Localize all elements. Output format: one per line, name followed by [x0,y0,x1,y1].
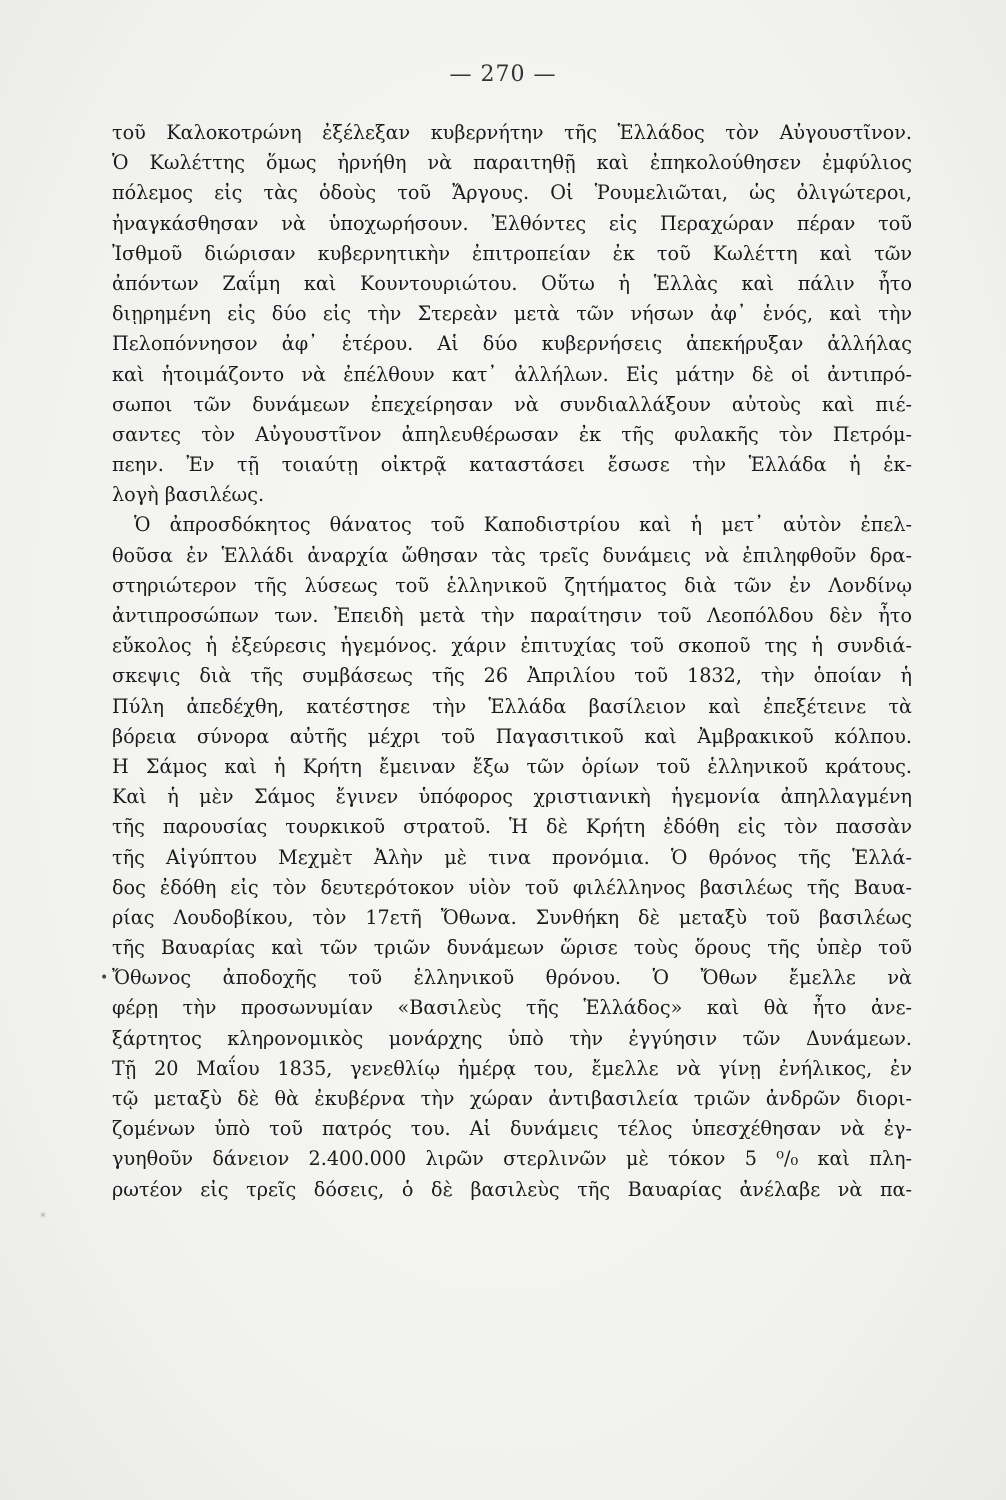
body-text [112,118,912,1205]
text-line: σαντες τὸν Αὐγουστῖνον ἀπηλευθέρωσαν ἐκ τῆς φυλακῆς τὸν Πετρόμ- [112,422,912,446]
text-line: ζομένων ὑπὸ τοῦ πατρός του. Αἱ δυνάμεις τέλος ὑπεσχέθησαν νὰ ἐγ- [112,1117,912,1141]
text-line: Ὄθωνος ἀποδοχῆς τοῦ ἑλληνικοῦ θρόνου. Ὁ Ὄθων ἔμελλε νὰ [112,966,912,990]
paragraph-start-line: Ὁ ἀπροσδόκητος θάνατος τοῦ Καποδιστρίου καὶ ἡ μετ᾽ αὐτὸν ἐπελ- [134,513,912,537]
text-line: ρωτέον εἰς τρεῖς δόσεις, ὁ δὲ βασιλεὺς τῆς Βαυαρίας ἀνέλαβε νὰ πα- [112,1177,912,1201]
text-line: ρίας Λουδοβίκου, τὸν 17ετῆ Ὄθωνα. Συνθήκη δὲ μεταξὺ τοῦ βασιλέως [112,905,912,929]
text-line: διῃρημένη εἰς δύο εἰς τὴν Στερεὰν μετὰ τῶν νήσων ἀφ᾽ ἑνός, καὶ τὴν [112,302,912,326]
text-line: ἀντιπροσώπων των. Ἐπειδὴ μετὰ τὴν παραίτησιν τοῦ Λεοπόλδου δὲν ἦτο [112,604,912,627]
text-line: τῆς παρουσίας τουρκικοῦ στρατοῦ. Ἡ δὲ Κρήτη ἐδόθη εἰς τὸν πασσὰν [112,815,912,839]
page-number: — 270 — [449,62,557,87]
text-line: ἀπόντων Ζαΐμη καὶ Κουντουριώτου. Οὕτω ἡ Ἑλλὰς καὶ πάλιν ἦτο [112,271,912,295]
text-line: γυηθοῦν δάνειον 2.400.000 λιρῶν στερλινῶν μὲ τόκον 5 ⁰/₀ καὶ πλη- [112,1147,912,1171]
text-line: τῆς Βαυαρίας καὶ τῶν τριῶν δυνάμεων ὥρισε τοὺς ὅρους τῆς ὑπὲρ τοῦ [112,936,912,960]
text-line: βόρεια σύνορα αὐτῆς μέχρι τοῦ Παγασιτικοῦ καὶ Ἀμβρακικοῦ κόλπου. [112,724,912,748]
margin-dot-mark: • [100,970,109,986]
text-line: Πύλη ἀπεδέχθη, κατέστησε τὴν Ἑλλάδα βασίλειον καὶ ἐπεξέτεινε τὰ [112,694,912,718]
text-line: τῆς Αἰγύπτου Μεχμὲτ Ἀλὴν μὲ τινα προνόμια. Ὁ θρόνος τῆς Ἑλλά- [112,845,912,869]
text-line: πόλεμος εἰς τὰς ὁδοὺς τοῦ Ἄργους. Οἱ Ῥουμελιῶται, ὡς ὀλιγώτεροι, [112,181,912,205]
text-line: ξάρτητος κληρονομικὸς μονάρχης ὑπὸ τὴν ἐγγύησιν τῶν Δυνάμεων. [112,1026,912,1050]
margin-speck: * [40,1210,46,1224]
text-line: τοῦ Καλοκοτρώνη ἐξέλεξαν κυβερνήτην τῆς Ἑλλάδος τὸν Αὐγουστῖνον. [112,121,912,144]
text-line: σκεψις διὰ τῆς συμβάσεως τῆς 26 Ἀπριλίου τοῦ 1832, τὴν ὁποίαν ἡ [112,664,912,688]
text-line: στηριώτερον τῆς λύσεως τοῦ ἑλληνικοῦ ζητήματος διὰ τῶν ἐν Λονδίνῳ [112,573,912,597]
text-line: πεην. Ἐν τῇ τοιαύτῃ οἰκτρᾷ καταστάσει ἔσωσε τὴν Ἑλλάδα ἡ ἐκ- [112,453,912,477]
text-line: λογὴ βασιλέως. [112,483,265,507]
text-line: Πελοπόννησον ἀφ᾽ ἑτέρου. Αἱ δύο κυβερνήσεις ἀπεκήρυξαν ἀλλήλας [112,332,912,356]
text-line: σωποι τῶν δυνάμεων ἐπεχείρησαν νὰ συνδιαλλάξουν αὐτοὺς καὶ πιέ- [112,392,912,416]
text-line: Η Σάμος καὶ ἡ Κρήτη ἔμειναν ἔξω τῶν ὁρίων τοῦ ἑλληνικοῦ κράτους. [112,754,912,778]
text-line: εὔκολος ἡ ἐξεύρεσις ἡγεμόνος. χάριν ἐπιτυχίας τοῦ σκοποῦ της ἡ συνδιά- [112,634,912,658]
text-line: καὶ ἡτοιμάζοντο νὰ ἐπέλθουν κατ᾽ ἀλλήλων. Εἰς μάτην δὲ οἱ ἀντιπρό- [112,362,912,386]
text-line: Ἰσθμοῦ διώρισαν κυβερνητικὴν ἐπιτροπείαν ἐκ τοῦ Κωλέττη καὶ τῶν [112,241,912,265]
text-line: Τῇ 20 Μαΐου 1835, γενεθλίῳ ἡμέρᾳ του, ἔμελλε νὰ γίνῃ ἐνήλικος, ἐν [112,1056,912,1080]
text-line: δος ἐδόθη εἰς τὸν δευτερότοκον υἱὸν τοῦ φιλέλληνος βασιλέως τῆς Βαυα- [112,875,912,899]
text-line: θοῦσα ἐν Ἑλλάδι ἀναρχία ὤθησαν τὰς τρεῖς δυνάμεις νὰ ἐπιληφθοῦν δρα- [112,543,912,567]
text-line: Καὶ ἡ μὲν Σάμος ἔγινεν ὑπόφορος χριστιανικὴ ἡγεμονία ἀπηλλαγμένη [112,785,912,809]
text-line: φέρῃ τὴν προσωνυμίαν «Βασιλεὺς τῆς Ἑλλάδος» καὶ θὰ ἦτο ἀνε- [112,996,912,1020]
text-line: ἠναγκάσθησαν νὰ ὑποχωρήσουν. Ἐλθόντες εἰς Περαχώραν πέραν τοῦ [112,211,912,235]
text-line: τῷ μεταξὺ δὲ θὰ ἐκυβέρνα τὴν χώραν ἀντιβασιλεία τριῶν ἀνδρῶν διορι- [112,1087,912,1110]
text-line: Ὁ Κωλέττης ὅμως ἠρνήθη νὰ παραιτηθῇ καὶ ἐπηκολούθησεν ἐμφύλιος [112,151,912,175]
